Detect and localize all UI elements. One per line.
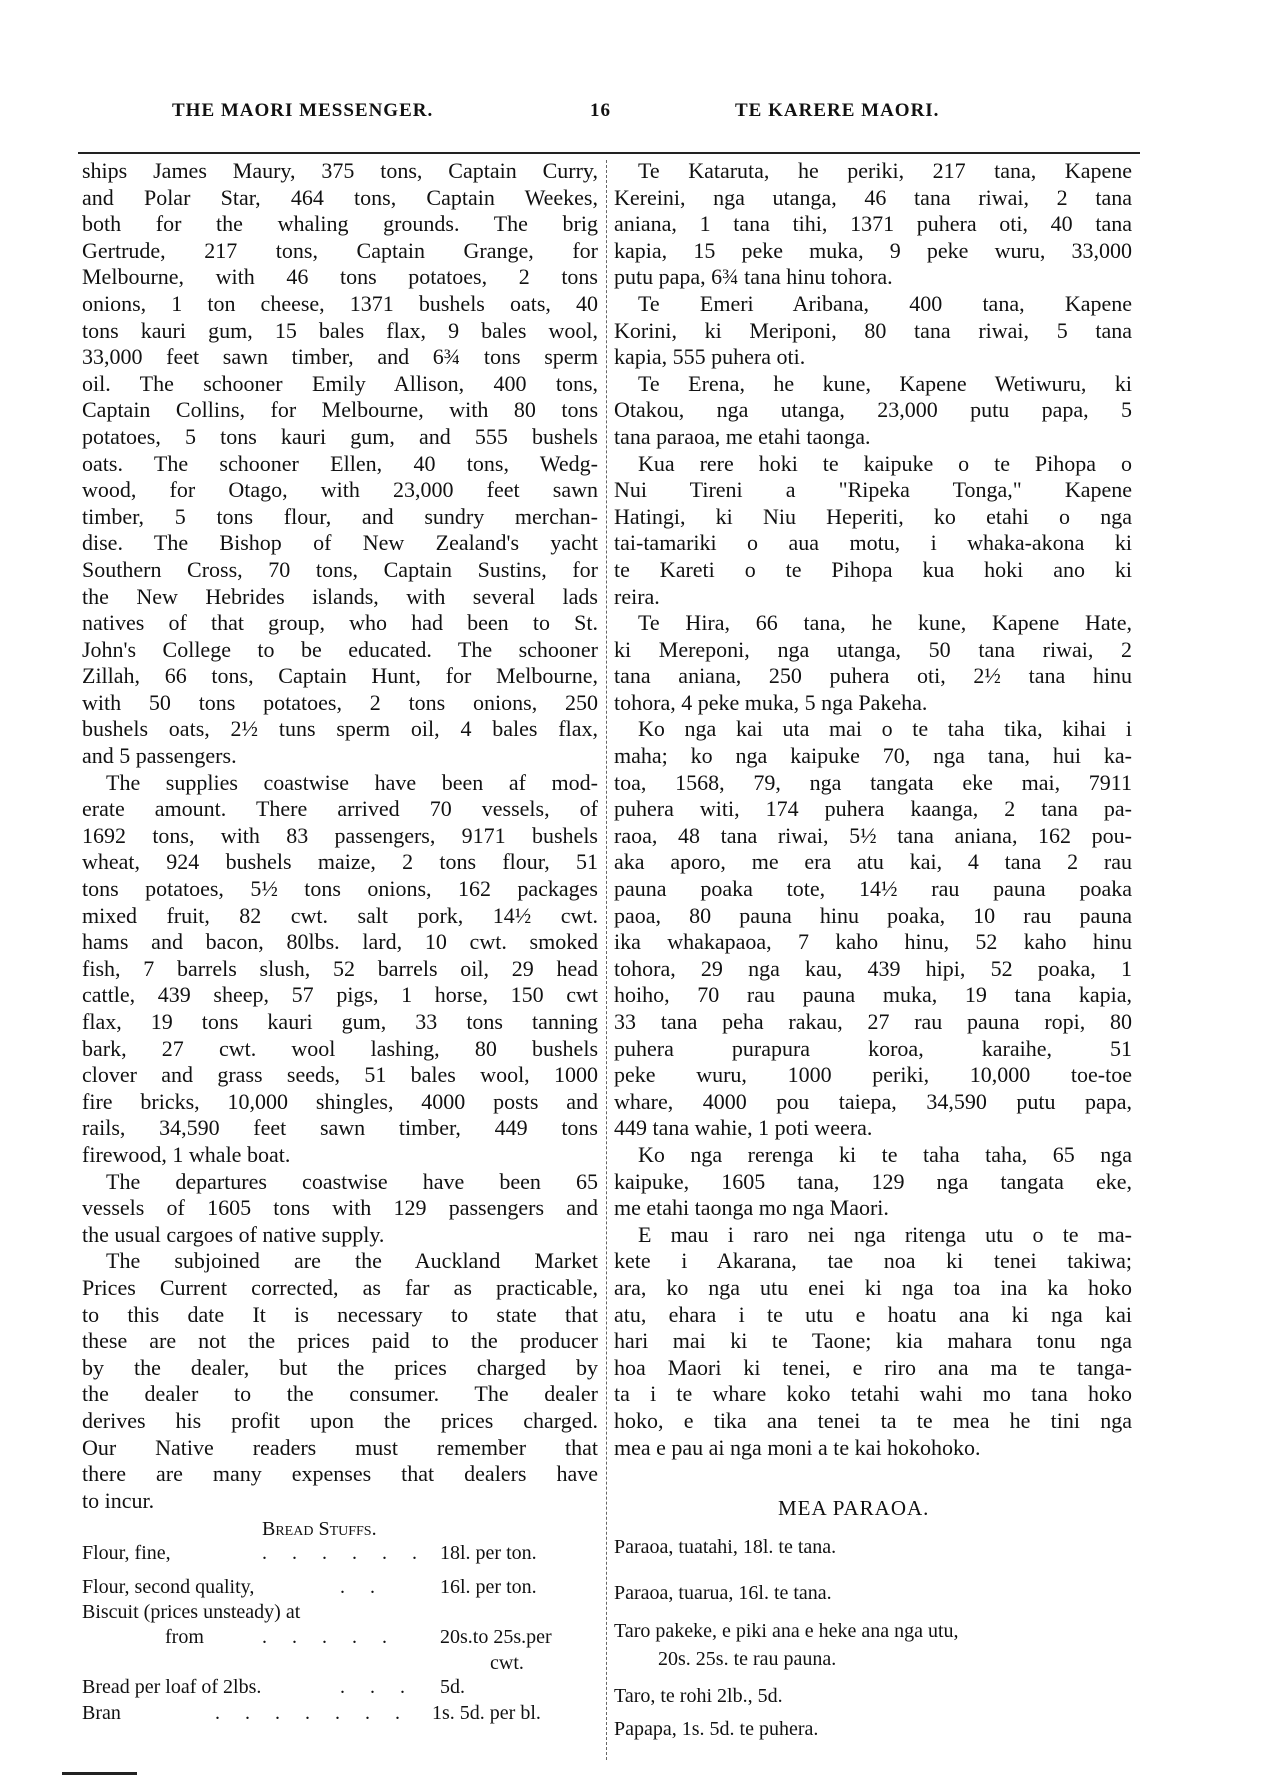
column-divider bbox=[606, 160, 607, 1760]
text-line: oil. The schooner Emily Allison, 400 tons, bbox=[82, 370, 598, 396]
text-line: Te Erena, he kune, Kapene Wetiwuru, ki bbox=[638, 370, 1132, 396]
text-line: clover and grass seeds, 51 bales wool, 1000 bbox=[82, 1062, 598, 1088]
text-line: pauna poaka tote, 14½ rau pauna poaka bbox=[614, 876, 1132, 902]
text-line: hoko, e tika ana tenei ta te mea he tini nga bbox=[614, 1407, 1132, 1433]
text-line: onions, 1 ton cheese, 1371 bushels oats, 40 bbox=[82, 290, 598, 316]
text-line: Te Emeri Aribana, 400 tana, Kapene bbox=[638, 290, 1132, 316]
text-line: fish, 7 barrels slush, 52 barrels oil, 29 head bbox=[82, 955, 598, 981]
paragraph bbox=[614, 1142, 1132, 1222]
text-line: vessels of 1605 tons with 129 passengers and bbox=[82, 1195, 598, 1221]
price-value: 20s.to 25s.per bbox=[440, 1626, 552, 1648]
price-value: 5d. bbox=[440, 1676, 465, 1698]
price-dots: . . . bbox=[340, 1676, 415, 1698]
text-line: Kereini, nga utanga, 46 tana riwai, 2 tana bbox=[614, 184, 1132, 210]
text-line: John's College to be educated. The schooner bbox=[82, 636, 598, 662]
text-line: bushels oats, 2½ tuns sperm oil, 4 bales flax, bbox=[82, 716, 598, 742]
text-line: hoa Maori ki tenei, e riro ana ma te tanga- bbox=[614, 1354, 1132, 1380]
text-line: Captain Collins, for Melbourne, with 80 tons bbox=[82, 397, 598, 423]
text-line: to incur. bbox=[82, 1487, 155, 1513]
text-line: hari mai ki te Taone; kia mahara tonu nga bbox=[614, 1328, 1132, 1354]
text-line: kapia, 555 puhera oti. bbox=[614, 344, 806, 370]
text-line: paoa, 80 pauna hinu poaka, 10 rau pauna bbox=[614, 902, 1132, 928]
text-line: natives of that group, who had been to St. bbox=[82, 610, 598, 636]
text-line: 1692 tons, with 83 passengers, 9171 bushels bbox=[82, 822, 598, 848]
price-line: Paraoa, tuatahi, 18l. te tana. bbox=[614, 1536, 837, 1558]
text-line: ara, ko nga utu enei ki nga toa ina ka hoko bbox=[614, 1274, 1132, 1300]
text-line: Kua rere hoki te kaipuke o te Pihopa o bbox=[638, 450, 1132, 476]
text-line: to this date It is necessary to state that bbox=[82, 1301, 598, 1327]
text-line: Korini, ki Meriponi, 80 tana riwai, 5 tana bbox=[614, 317, 1132, 343]
text-line: putu papa, 6¾ tana hinu tohora. bbox=[614, 264, 893, 290]
paragraph bbox=[614, 1222, 1132, 1461]
text-line: hams and bacon, 80lbs. lard, 10 cwt. smoked bbox=[82, 929, 598, 955]
paragraph bbox=[614, 716, 1132, 1142]
text-line: raoa, 48 tana riwai, 5½ tana aniana, 162 pou- bbox=[614, 822, 1132, 848]
text-line: Ko nga kai uta mai o te taha tika, kihai i bbox=[638, 716, 1132, 742]
price-item: Flour, second quality, bbox=[82, 1576, 255, 1598]
text-line: the dealer to the consumer. The dealer bbox=[82, 1381, 598, 1407]
price-item: Bran bbox=[82, 1702, 121, 1724]
text-line: timber, 5 tons flour, and sundry merchan- bbox=[82, 503, 598, 529]
text-line: ships James Maury, 375 tons, Captain Curry, bbox=[82, 158, 598, 183]
text-line: ki Mereponi, nga utanga, 50 tana riwai, 2 bbox=[614, 636, 1132, 662]
price-value: 18l. per ton. bbox=[440, 1542, 537, 1564]
text-line: Ko nga rerenga ki te taha taha, 65 nga bbox=[638, 1141, 1132, 1167]
text-line: Prices Current corrected, as far as practicable, bbox=[82, 1274, 598, 1300]
text-line: 33 tana peha rakau, 27 rau pauna ropi, 80 bbox=[614, 1009, 1132, 1034]
text-line: and 5 passengers. bbox=[82, 743, 237, 769]
text-line: The supplies coastwise have been af mod- bbox=[106, 769, 598, 795]
price-item: Flour, fine, bbox=[82, 1542, 171, 1564]
text-line: peke wuru, 1000 periki, 10,000 toe-toe bbox=[614, 1062, 1132, 1088]
text-line: oats. The schooner Ellen, 40 tons, Wedg- bbox=[82, 450, 598, 476]
text-line: maha; ko nga kaipuke 70, nga tana, hui ka- bbox=[614, 743, 1132, 769]
text-line: potatoes, 5 tons kauri gum, and 555 bushels bbox=[82, 423, 598, 449]
price-item: Bread per loaf of 2lbs. bbox=[82, 1676, 262, 1698]
text-line: mixed fruit, 82 cwt. salt pork, 14½ cwt. bbox=[82, 902, 598, 928]
text-line: wheat, 924 bushels maize, 2 tons flour, 51 bbox=[82, 849, 598, 875]
text-line: the usual cargoes of native supply. bbox=[82, 1221, 385, 1247]
text-line: me etahi taonga mo nga Maori. bbox=[614, 1195, 889, 1221]
text-line: dise. The Bishop of New Zealand's yacht bbox=[82, 530, 598, 556]
text-line: Te Kataruta, he periki, 217 tana, Kapene bbox=[638, 158, 1132, 183]
paragraph bbox=[82, 158, 598, 770]
price-dots: . . bbox=[340, 1576, 385, 1598]
mea-paraoa-heading: MEA PARAOA. bbox=[778, 1496, 930, 1520]
text-line: kete i Akarana, tae noa ki tenei takiwa; bbox=[614, 1248, 1132, 1274]
text-line: wood, for Otago, with 23,000 feet sawn bbox=[82, 477, 598, 503]
header-rule bbox=[78, 152, 1140, 154]
text-line: reira. bbox=[614, 583, 660, 609]
text-line: tohora, 29 nga kau, 439 hipi, 52 poaka, 1 bbox=[614, 955, 1132, 981]
paragraph bbox=[82, 1248, 598, 1514]
text-line: by the dealer, but the prices charged by bbox=[82, 1354, 598, 1380]
text-line: hoiho, 70 rau pauna muka, 19 tana kapia, bbox=[614, 982, 1132, 1008]
text-line: aniana, 1 tana tihi, 1371 puhera oti, 40 tana bbox=[614, 211, 1132, 237]
text-line: kapia, 15 peke muka, 9 peke wuru, 33,000 bbox=[614, 237, 1132, 263]
text-line: Otakou, nga utanga, 23,000 putu papa, 5 bbox=[614, 397, 1132, 423]
paragraph bbox=[614, 451, 1132, 611]
text-line: ika whakapaoa, 7 kaho hinu, 52 kaho hinu bbox=[614, 929, 1132, 955]
price-value: cwt. bbox=[490, 1652, 524, 1674]
text-line: atu, ehara i te utu e hoatu ana ki nga kai bbox=[614, 1301, 1132, 1327]
text-line: Te Hira, 66 tana, he kune, Kapene Hate, bbox=[638, 610, 1132, 636]
text-line: bark, 27 cwt. wool lashing, 80 bushels bbox=[82, 1035, 598, 1061]
text-line: there are many expenses that dealers have bbox=[82, 1461, 598, 1487]
paragraph bbox=[614, 371, 1132, 451]
price-line: Taro pakeke, e piki ana e heke ana nga utu, bbox=[614, 1620, 959, 1642]
text-line: cattle, 439 sheep, 57 pigs, 1 horse, 150 cwt bbox=[82, 982, 598, 1008]
text-line: toa, 1568, 79, nga tangata eke mai, 7911 bbox=[614, 769, 1132, 795]
bottom-rule bbox=[62, 1772, 137, 1775]
price-line: Papapa, 1s. 5d. te puhera. bbox=[614, 1718, 819, 1740]
text-line: tai-tamariki o aua motu, i whaka-akona ki bbox=[614, 530, 1132, 556]
text-line: The departures coastwise have been 65 bbox=[106, 1168, 598, 1194]
text-line: tons potatoes, 5½ tons onions, 162 packages bbox=[82, 876, 598, 902]
page-number: 16 bbox=[590, 100, 611, 121]
price-item: from bbox=[165, 1626, 204, 1648]
text-line: ta i te whare koko tetahi wahi mo tana hoko bbox=[614, 1381, 1132, 1407]
price-item: Biscuit (prices unsteady) at bbox=[82, 1601, 301, 1623]
price-line: 20s. 25s. te rau pauna. bbox=[658, 1648, 837, 1670]
paragraph bbox=[82, 770, 598, 1169]
english-column bbox=[82, 158, 598, 1514]
text-line: puhera purapura koroa, karaihe, 51 bbox=[614, 1035, 1132, 1061]
text-line: firewood, 1 whale boat. bbox=[82, 1141, 291, 1167]
text-line: tohora, 4 peke muka, 5 nga Pakeha. bbox=[614, 689, 928, 715]
text-line: kaipuke, 1605 tana, 129 nga tangata eke, bbox=[614, 1168, 1132, 1194]
price-dots: . . . . . bbox=[262, 1626, 397, 1648]
price-dots: . . . . . . bbox=[262, 1542, 427, 1564]
text-line: Nui Tireni a "Ripeka Tonga," Kapene bbox=[614, 477, 1132, 503]
paragraph bbox=[614, 610, 1132, 716]
text-line: fire bricks, 10,000 shingles, 4000 posts and bbox=[82, 1088, 598, 1114]
masthead-english: THE MAORI MESSENGER. bbox=[172, 100, 434, 121]
text-line: Gertrude, 217 tons, Captain Grange, for bbox=[82, 237, 598, 263]
text-line: E mau i raro nei nga ritenga utu o te ma- bbox=[638, 1221, 1132, 1247]
text-line: Melbourne, with 46 tons potatoes, 2 tons bbox=[82, 264, 598, 290]
text-line: tana aniana, 250 puhera oti, 2½ tana hinu bbox=[614, 663, 1132, 689]
paragraph bbox=[82, 1169, 598, 1249]
text-line: 33,000 feet sawn timber, and 6¾ tons sperm bbox=[82, 344, 598, 370]
text-line: Our Native readers must remember that bbox=[82, 1434, 598, 1460]
text-line: flax, 19 tons kauri gum, 33 tons tanning bbox=[82, 1009, 598, 1034]
text-line: erate amount. There arrived 70 vessels, of bbox=[82, 796, 598, 822]
text-line: derives his profit upon the prices charged. bbox=[82, 1407, 598, 1433]
text-line: the New Hebrides islands, with several lads bbox=[82, 583, 598, 609]
text-line: Hatingi, ki Niu Heperiti, ko etahi o nga bbox=[614, 503, 1132, 529]
text-line: whare, 4000 pou taiepa, 34,590 putu papa, bbox=[614, 1088, 1132, 1114]
text-line: tons kauri gum, 15 bales flax, 9 bales wool, bbox=[82, 317, 598, 343]
text-line: Zillah, 66 tons, Captain Hunt, for Melbourne, bbox=[82, 663, 598, 689]
text-line: 449 tana wahie, 1 poti weera. bbox=[614, 1115, 873, 1141]
price-line: Taro, te rohi 2lb., 5d. bbox=[614, 1685, 783, 1707]
paragraph bbox=[614, 291, 1132, 371]
paragraph bbox=[614, 158, 1132, 291]
text-line: both for the whaling grounds. The brig bbox=[82, 211, 598, 237]
text-line: with 50 tons potatoes, 2 tons onions, 250 bbox=[82, 689, 598, 715]
text-line: puhera witi, 174 puhera kaanga, 2 tana pa- bbox=[614, 796, 1132, 822]
masthead-maori: TE KARERE MAORI. bbox=[735, 100, 940, 121]
price-value: 16l. per ton. bbox=[440, 1576, 537, 1598]
text-line: te Kareti o te Pihopa kua hoki ano ki bbox=[614, 556, 1132, 582]
text-line: The subjoined are the Auckland Market bbox=[106, 1248, 598, 1274]
text-line: and Polar Star, 464 tons, Captain Weekes, bbox=[82, 184, 598, 210]
maori-column bbox=[614, 158, 1132, 1461]
price-value: 1s. 5d. per bl. bbox=[432, 1702, 541, 1724]
price-line: Paraoa, tuarua, 16l. te tana. bbox=[614, 1582, 832, 1604]
text-line: these are not the prices paid to the producer bbox=[82, 1328, 598, 1354]
bread-stuffs-heading: Bread Stuffs. bbox=[262, 1518, 377, 1540]
price-dots: . . . . . . . bbox=[215, 1702, 410, 1724]
text-line: mea e pau ai nga moni a te kai hokohoko. bbox=[614, 1434, 981, 1460]
text-line: tana paraoa, me etahi taonga. bbox=[614, 423, 871, 449]
text-line: aka aporo, me era atu kai, 4 tana 2 rau bbox=[614, 849, 1132, 875]
text-line: rails, 34,590 feet sawn timber, 449 tons bbox=[82, 1115, 598, 1141]
text-line: Southern Cross, 70 tons, Captain Sustins, for bbox=[82, 556, 598, 582]
